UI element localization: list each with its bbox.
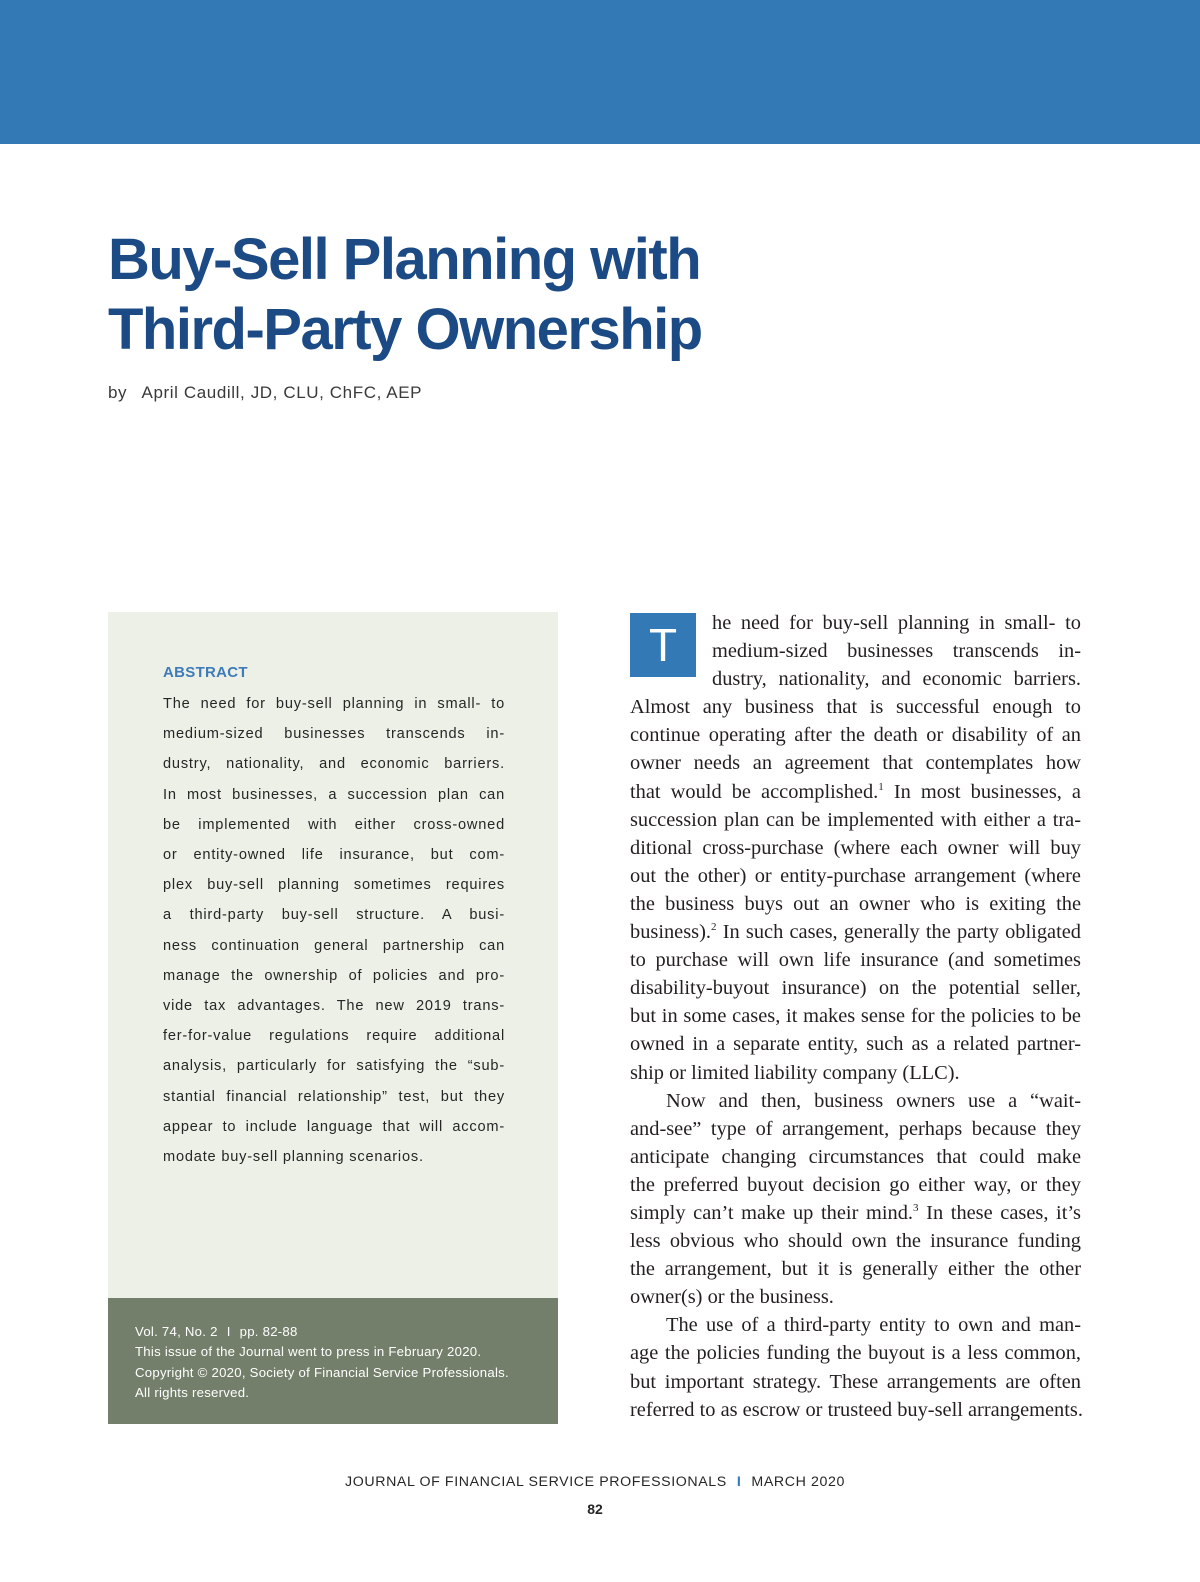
body-text: The use of a third-party entity to own and man- (666, 1314, 1081, 1337)
body-text: owner needs an agreement that contemplates how (630, 752, 1081, 775)
body-line (630, 1199, 1081, 1227)
body-line (630, 609, 1081, 637)
body-text: succession plan can be implemented with either a tra- (630, 808, 1081, 831)
abstract-line: or entity-owned life insurance, but com- (163, 847, 505, 864)
body-text: ship or limited liability company (LLC). (630, 1061, 960, 1084)
abstract-line: ness continuation general partnership can (163, 937, 505, 954)
abstract-line: manage the ownership of policies and pro- (163, 967, 505, 984)
body-line (630, 693, 1081, 721)
body-text: medium-sized businesses transcends in- (712, 640, 1081, 663)
body-line (630, 946, 1081, 974)
body-line (630, 1339, 1081, 1367)
abstract-line: fer-for-value regulations require additional (163, 1028, 505, 1045)
body-line (630, 1030, 1081, 1058)
issue-volume: Vol. 74, No. 2 (135, 1324, 218, 1339)
body-line (630, 1087, 1081, 1115)
issue-separator: I (226, 1324, 231, 1339)
copyright-note: Copyright © 2020, Society of Financial Service Professionals. (135, 1364, 509, 1380)
abstract-line: The need for buy-sell planning in small- to (163, 696, 505, 712)
body-text: business). (630, 921, 711, 944)
body-line (630, 1227, 1081, 1255)
body-text: owned in a separate entity, such as a related partner- (630, 1033, 1081, 1056)
body-text: the business buys out an owner who is exiting the (630, 892, 1081, 915)
body-line (630, 749, 1081, 777)
abstract-line: vide tax advantages. The new 2019 trans- (163, 998, 505, 1015)
abstract-line: medium-sized businesses transcends in- (163, 726, 505, 743)
body-text: dustry, nationality, and economic barriers. (712, 668, 1081, 691)
abstract-line: appear to include language that will accom- (163, 1118, 505, 1135)
body-text: that would be accomplished. (630, 780, 879, 803)
footer-separator: I (736, 1474, 742, 1490)
abstract-text (163, 689, 505, 1172)
body-text: disability-buyout insurance) on the potential seller, (630, 977, 1081, 1000)
issue-pages: pp. 82-88 (239, 1324, 298, 1339)
abstract-line: be implemented with either cross-owned (163, 816, 505, 833)
body-line (630, 1255, 1081, 1283)
body-line (630, 1059, 1081, 1087)
abstract-line: stantial financial relationship” test, but they (163, 1088, 505, 1105)
body-line (630, 834, 1081, 862)
body-text: In such cases, generally the party obligated (716, 921, 1081, 944)
article-title (108, 225, 868, 365)
byline-prefix: by (108, 383, 128, 402)
body-line (630, 974, 1081, 1002)
body-text: In most businesses, a (883, 780, 1081, 803)
body-text: out the other) or entity-purchase arrangement (where (630, 864, 1081, 887)
header-band (0, 0, 1200, 144)
footnote-marker: 1 (878, 780, 884, 793)
body-text: the preferred buyout decision go either way, or they (630, 1173, 1081, 1196)
body-text: he need for buy-sell planning in small- to (712, 612, 1081, 634)
body-line (630, 918, 1081, 946)
byline (108, 383, 422, 403)
page-number: 82 (587, 1501, 603, 1517)
abstract-line: In most businesses, a succession plan can (163, 786, 505, 803)
body-line (630, 1368, 1081, 1396)
body-text: owner(s) or the business. (630, 1286, 834, 1309)
rights-note: All rights reserved. (135, 1384, 250, 1400)
body-line (630, 1311, 1081, 1339)
body-text: to purchase will own life insurance (and sometimes (630, 949, 1081, 972)
body-line (630, 890, 1081, 918)
body-text: Almost any business that is successful enough to (630, 696, 1081, 719)
body-line (630, 806, 1081, 834)
abstract-line: modate buy-sell planning scenarios. (163, 1149, 424, 1166)
issue-date: MARCH 2020 (751, 1474, 845, 1490)
running-footer (0, 1474, 1190, 1490)
body-line (630, 1002, 1081, 1030)
title-line-2: Third-Party Ownership (108, 297, 702, 362)
body-line (630, 1115, 1081, 1143)
body-line (630, 721, 1081, 749)
body-line (630, 1143, 1081, 1171)
body-text: simply can’t make up their mind. (630, 1201, 914, 1224)
abstract-line: dustry, nationality, and economic barriers. (163, 756, 505, 773)
title-line-1: Buy-Sell Planning with (108, 227, 701, 292)
body-text: but in some cases, it makes sense for the policies to be (630, 1005, 1081, 1028)
body-line (630, 1396, 1081, 1424)
press-note: This issue of the Journal went to press in February 2020. (135, 1344, 482, 1360)
body-line (630, 637, 1081, 665)
journal-name: JOURNAL OF FINANCIAL SERVICE PROFESSIONALS (345, 1474, 727, 1490)
body-text: anticipate changing circumstances that could make (630, 1145, 1081, 1168)
body-text: less obvious who should own the insurance funding (630, 1230, 1081, 1253)
abstract-line: analysis, particularly for satisfying the “sub- (163, 1058, 505, 1075)
body-text: referred to as escrow or trusteed buy-sell arrangements. (630, 1398, 1083, 1421)
abstract-line: plex buy-sell planning sometimes requires (163, 877, 505, 894)
abstract-heading: ABSTRACT (163, 664, 248, 681)
body-text: age the policies funding the buyout is a less common, (630, 1342, 1081, 1365)
issue-volume-line (135, 1322, 545, 1342)
body-text: but important strategy. These arrangements are often (630, 1370, 1081, 1393)
body-line (630, 778, 1081, 806)
author-name: April Caudill, JD, CLU, ChFC, AEP (141, 383, 423, 402)
body-text: In these cases, it’s (918, 1201, 1081, 1224)
body-text: and-see” type of arrangement, perhaps because they (630, 1117, 1081, 1140)
footnote-marker: 3 (913, 1201, 919, 1214)
body-line (630, 1283, 1081, 1311)
body-line (630, 665, 1081, 693)
body-text: Now and then, business owners use a “wait- (666, 1089, 1081, 1112)
issue-info-panel (108, 1298, 558, 1424)
body-text: continue operating after the death or disability of an (630, 724, 1081, 747)
abstract-line: a third-party buy-sell structure. A busi- (163, 907, 505, 924)
body-line (630, 862, 1081, 890)
article-body (630, 609, 1081, 1424)
drop-cap: T (630, 613, 696, 677)
body-text: ditional cross-purchase (where each owner will buy (630, 836, 1081, 859)
footnote-marker: 2 (711, 921, 717, 934)
body-line (630, 1171, 1081, 1199)
body-text: the arrangement, but it is generally either the other (630, 1258, 1081, 1281)
